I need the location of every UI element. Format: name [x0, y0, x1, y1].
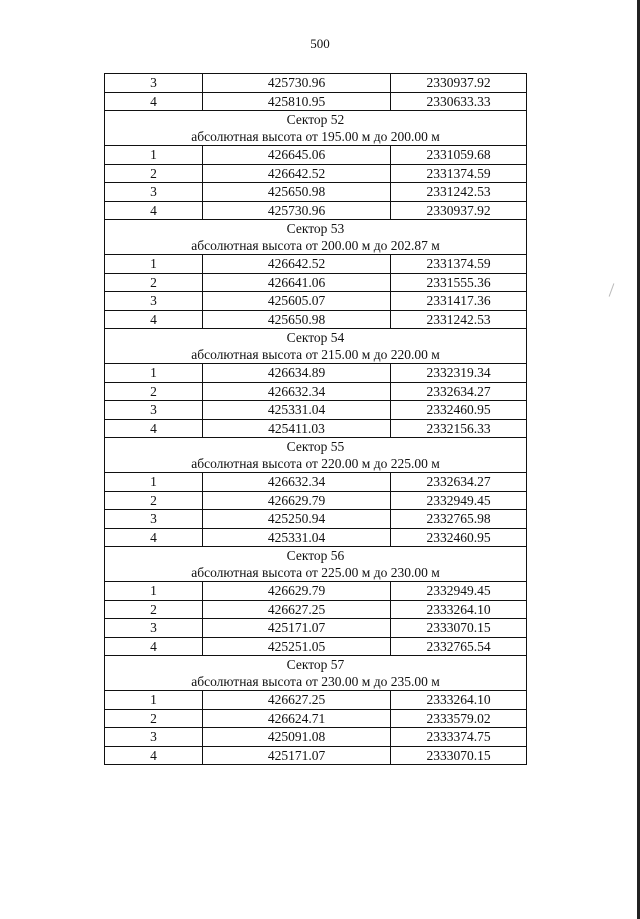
sector-header: [105, 329, 527, 364]
point-number-cell: 1: [105, 255, 203, 274]
sector-altitude-range: абсолютная высота от 215.00 м до 220.00 м: [191, 347, 440, 362]
point-number-cell: 1: [105, 473, 203, 492]
y-coordinate-cell: 2332765.98: [391, 510, 527, 529]
point-number-cell: 3: [105, 292, 203, 311]
sector-altitude-range: абсолютная высота от 230.00 м до 235.00 м: [191, 674, 440, 689]
sector-header: [105, 438, 527, 473]
point-number-cell: 1: [105, 364, 203, 383]
table-row: [105, 255, 527, 274]
x-coordinate-cell: 425650.98: [203, 183, 391, 202]
y-coordinate-cell: 2332460.95: [391, 401, 527, 420]
x-coordinate-cell: 425171.07: [203, 619, 391, 638]
scan-mark: [609, 283, 615, 296]
x-coordinate-cell: 426645.06: [203, 146, 391, 165]
table-row: [105, 401, 527, 420]
table-row: [105, 382, 527, 401]
x-coordinate-cell: 425250.94: [203, 510, 391, 529]
y-coordinate-cell: 2332765.54: [391, 637, 527, 656]
point-number-cell: 1: [105, 691, 203, 710]
sector-altitude-range: абсолютная высота от 225.00 м до 230.00 м: [191, 565, 440, 580]
sector-header: [105, 111, 527, 146]
sector-title: Сектор 53: [286, 221, 345, 236]
y-coordinate-cell: 2333579.02: [391, 709, 527, 728]
point-number-cell: 3: [105, 183, 203, 202]
y-coordinate-cell: 2331374.59: [391, 255, 527, 274]
point-number-cell: 2: [105, 382, 203, 401]
point-number-cell: 2: [105, 709, 203, 728]
point-number-cell: 4: [105, 419, 203, 438]
y-coordinate-cell: 2332460.95: [391, 528, 527, 547]
x-coordinate-cell: 425810.95: [203, 92, 391, 111]
x-coordinate-cell: 425331.04: [203, 401, 391, 420]
point-number-cell: 2: [105, 273, 203, 292]
x-coordinate-cell: 425650.98: [203, 310, 391, 329]
y-coordinate-cell: 2333264.10: [391, 691, 527, 710]
table-row: [105, 637, 527, 656]
table-row: [105, 746, 527, 765]
x-coordinate-cell: 425605.07: [203, 292, 391, 311]
sector-title: Сектор 54: [286, 330, 345, 345]
table-row: [105, 510, 527, 529]
table-row: [105, 310, 527, 329]
point-number-cell: 1: [105, 582, 203, 601]
x-coordinate-cell: 426642.52: [203, 164, 391, 183]
table-row: [105, 183, 527, 202]
table-row: [105, 473, 527, 492]
x-coordinate-cell: 425331.04: [203, 528, 391, 547]
table-row: [105, 709, 527, 728]
y-coordinate-cell: 2331374.59: [391, 164, 527, 183]
sector-altitude-range: абсолютная высота от 220.00 м до 225.00 м: [191, 456, 440, 471]
x-coordinate-cell: 425730.96: [203, 201, 391, 220]
x-coordinate-cell: 426632.34: [203, 473, 391, 492]
table-row: [105, 364, 527, 383]
page-number: 500: [310, 36, 330, 51]
table-row: [105, 600, 527, 619]
x-coordinate-cell: 426627.25: [203, 691, 391, 710]
point-number-cell: 4: [105, 637, 203, 656]
x-coordinate-cell: 426641.06: [203, 273, 391, 292]
sector-header: [105, 220, 527, 255]
y-coordinate-cell: 2332634.27: [391, 382, 527, 401]
y-coordinate-cell: 2331242.53: [391, 310, 527, 329]
point-number-cell: 3: [105, 619, 203, 638]
table-row: [105, 619, 527, 638]
sector-header-row: [105, 220, 527, 255]
y-coordinate-cell: 2333264.10: [391, 600, 527, 619]
table-row: [105, 582, 527, 601]
y-coordinate-cell: 2331417.36: [391, 292, 527, 311]
point-number-cell: 1: [105, 146, 203, 165]
y-coordinate-cell: 2332156.33: [391, 419, 527, 438]
x-coordinate-cell: 425251.05: [203, 637, 391, 656]
point-number-cell: 4: [105, 746, 203, 765]
table-row: [105, 146, 527, 165]
y-coordinate-cell: 2333374.75: [391, 728, 527, 747]
x-coordinate-cell: 425091.08: [203, 728, 391, 747]
table-row: [105, 691, 527, 710]
point-number-cell: 3: [105, 401, 203, 420]
x-coordinate-cell: 426629.79: [203, 491, 391, 510]
sector-header: [105, 547, 527, 582]
point-number-cell: 3: [105, 74, 203, 93]
x-coordinate-cell: 426624.71: [203, 709, 391, 728]
table-row: [105, 292, 527, 311]
table-row: [105, 419, 527, 438]
table-row: [105, 92, 527, 111]
point-number-cell: 4: [105, 310, 203, 329]
sector-altitude-range: абсолютная высота от 195.00 м до 200.00 м: [191, 129, 440, 144]
x-coordinate-cell: 426627.25: [203, 600, 391, 619]
sector-title: Сектор 55: [286, 439, 345, 454]
sector-header-row: [105, 329, 527, 364]
y-coordinate-cell: 2332949.45: [391, 582, 527, 601]
x-coordinate-cell: 425730.96: [203, 74, 391, 93]
y-coordinate-cell: 2331242.53: [391, 183, 527, 202]
sector-header: [105, 656, 527, 691]
sector-title: Сектор 52: [286, 112, 345, 127]
x-coordinate-cell: 425411.03: [203, 419, 391, 438]
point-number-cell: 3: [105, 510, 203, 529]
x-coordinate-cell: 426629.79: [203, 582, 391, 601]
sector-header-row: [105, 547, 527, 582]
y-coordinate-cell: 2333070.15: [391, 619, 527, 638]
y-coordinate-cell: 2332634.27: [391, 473, 527, 492]
sector-header-row: [105, 111, 527, 146]
y-coordinate-cell: 2332949.45: [391, 491, 527, 510]
y-coordinate-cell: 2332319.34: [391, 364, 527, 383]
point-number-cell: 4: [105, 201, 203, 220]
table-row: [105, 164, 527, 183]
sector-header-row: [105, 438, 527, 473]
sector-altitude-range: абсолютная высота от 200.00 м до 202.87 м: [191, 238, 440, 253]
table-row: [105, 201, 527, 220]
point-number-cell: 4: [105, 528, 203, 547]
coordinates-table: [104, 73, 527, 765]
x-coordinate-cell: 426642.52: [203, 255, 391, 274]
table-row: [105, 273, 527, 292]
point-number-cell: 2: [105, 600, 203, 619]
point-number-cell: 3: [105, 728, 203, 747]
y-coordinate-cell: 2331059.68: [391, 146, 527, 165]
sector-title: Сектор 57: [286, 657, 345, 672]
y-coordinate-cell: 2330937.92: [391, 201, 527, 220]
coordinates-table-body: [105, 74, 527, 765]
x-coordinate-cell: 425171.07: [203, 746, 391, 765]
y-coordinate-cell: 2331555.36: [391, 273, 527, 292]
point-number-cell: 2: [105, 491, 203, 510]
sector-title: Сектор 56: [286, 548, 345, 563]
y-coordinate-cell: 2333070.15: [391, 746, 527, 765]
point-number-cell: 2: [105, 164, 203, 183]
x-coordinate-cell: 426632.34: [203, 382, 391, 401]
table-row: [105, 491, 527, 510]
y-coordinate-cell: 2330937.92: [391, 74, 527, 93]
table-row: [105, 728, 527, 747]
table-row: [105, 74, 527, 93]
table-row: [105, 528, 527, 547]
point-number-cell: 4: [105, 92, 203, 111]
x-coordinate-cell: 426634.89: [203, 364, 391, 383]
y-coordinate-cell: 2330633.33: [391, 92, 527, 111]
sector-header-row: [105, 656, 527, 691]
